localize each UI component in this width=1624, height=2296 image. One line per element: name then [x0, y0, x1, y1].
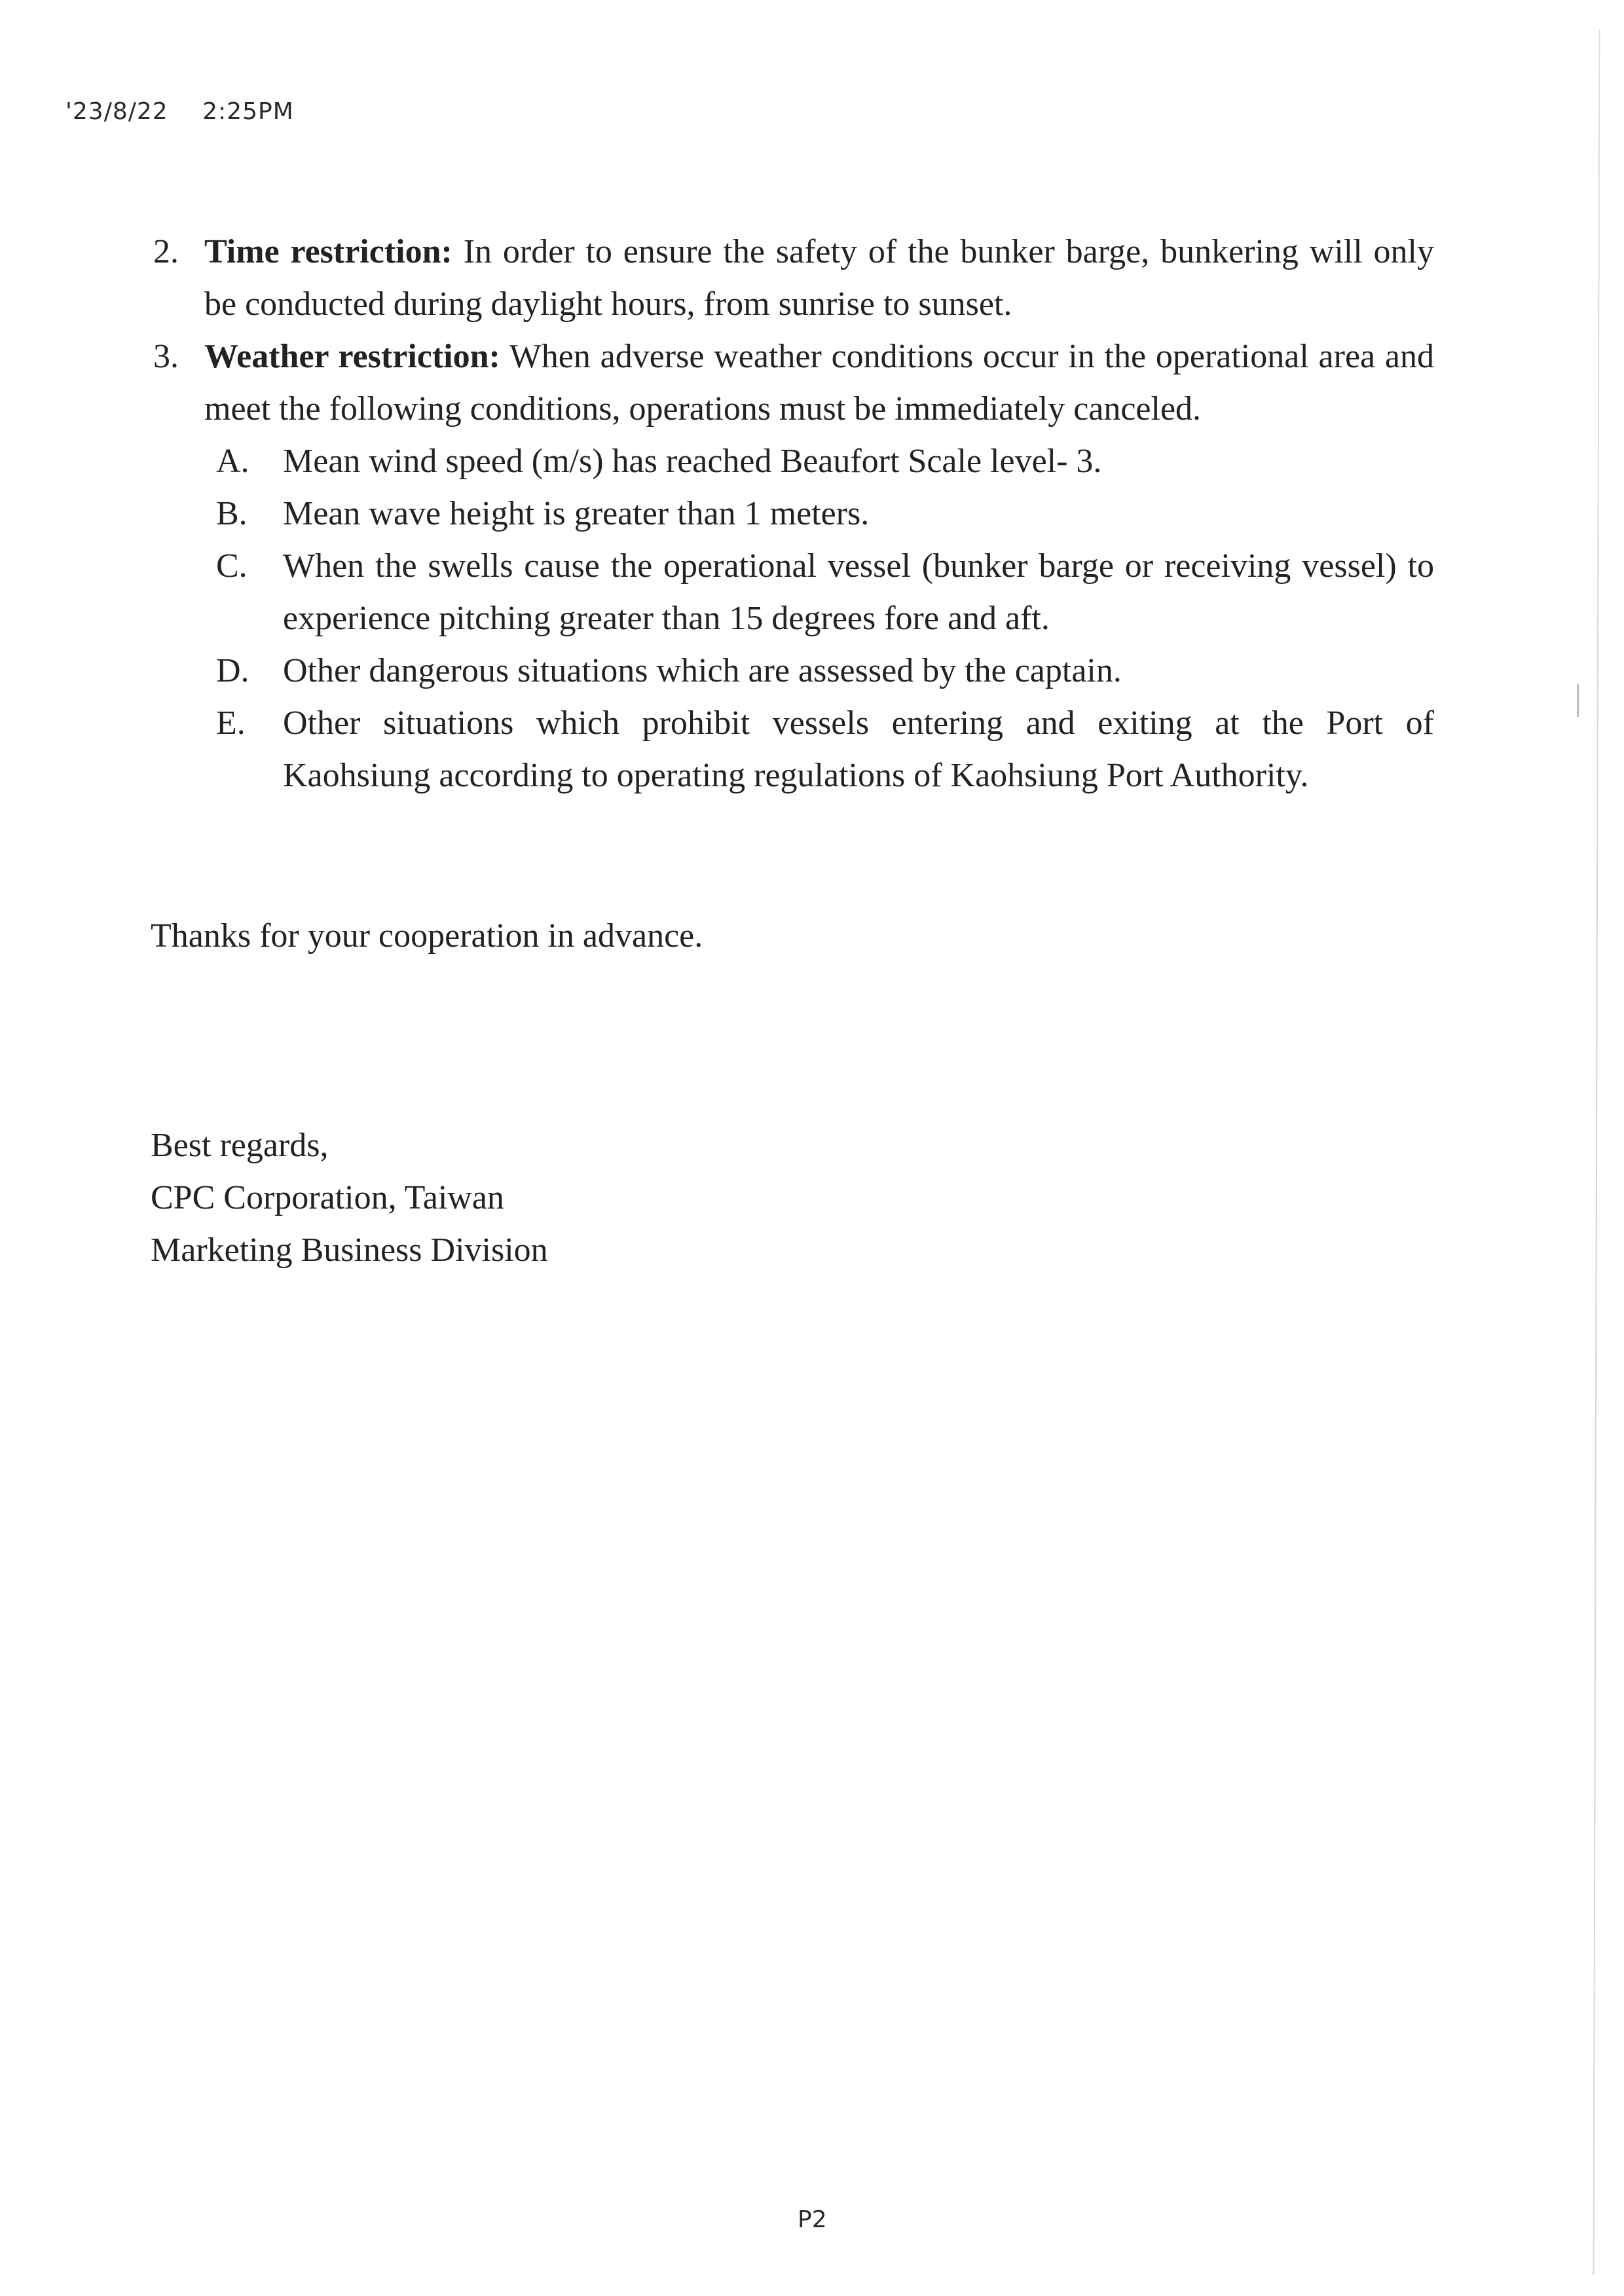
sub-item-c — [216, 540, 1434, 645]
sub-item-a — [216, 435, 1434, 488]
company-name: CPC Corporation, Taiwan — [151, 1179, 504, 1216]
item-label: Weather restriction: — [204, 338, 500, 375]
sub-item-text: Mean wave height is greater than 1 meters. — [283, 495, 870, 532]
scan-edge-line — [1593, 29, 1600, 2275]
list-item-time-restriction — [151, 226, 1434, 331]
weather-conditions-list — [216, 435, 1434, 802]
sub-item-letter: A. — [216, 443, 249, 480]
sub-item-text: When the swells cause the operational vessel (bunker barge or receiving vessel) to experience pitching greater than 15 degrees fore and aft. — [283, 547, 1434, 637]
scan-artifact — [1577, 684, 1579, 717]
sub-item-text: Other situations which prohibit vessels entering and exiting at the Port of Kaohsiung according to operating regulations of Kaohsiung Port Authority. — [283, 704, 1434, 794]
item-number: 3. — [153, 338, 179, 375]
sub-item-e — [216, 697, 1434, 802]
list-item-weather-restriction — [151, 331, 1434, 435]
sub-item-d — [216, 645, 1434, 697]
sub-item-b — [216, 488, 1434, 540]
closing-line: Thanks for your cooperation in advance. — [151, 917, 703, 955]
sub-item-letter: D. — [216, 652, 249, 689]
document-body — [151, 226, 1434, 802]
page-number: P2 — [798, 2206, 827, 2233]
salutation: Best regards, — [151, 1127, 329, 1164]
sub-item-letter: E. — [216, 704, 246, 742]
item-text: When adverse weather conditions occur in the operational area and meet the following conditions, operations must be immediately canceled. — [204, 338, 1434, 428]
sub-item-text: Other dangerous situations which are assessed by the captain. — [283, 652, 1122, 689]
fax-time: 2:25PM — [202, 98, 294, 125]
item-label: Time restriction: — [204, 233, 452, 270]
item-number: 2. — [153, 233, 179, 270]
fax-date: '23/8/22 — [65, 98, 168, 125]
sub-item-letter: B. — [216, 495, 248, 532]
item-text: In order to ensure the safety of the bunker barge, bunkering will only be conducted during daylight hours, from sunrise to sunset. — [204, 233, 1435, 323]
signature-block — [151, 1120, 548, 1277]
fax-header — [65, 98, 294, 125]
sub-item-letter: C. — [216, 547, 248, 585]
division-name: Marketing Business Division — [151, 1231, 548, 1269]
sub-item-text: Mean wind speed (m/s) has reached Beaufort Scale level- 3. — [283, 443, 1102, 480]
